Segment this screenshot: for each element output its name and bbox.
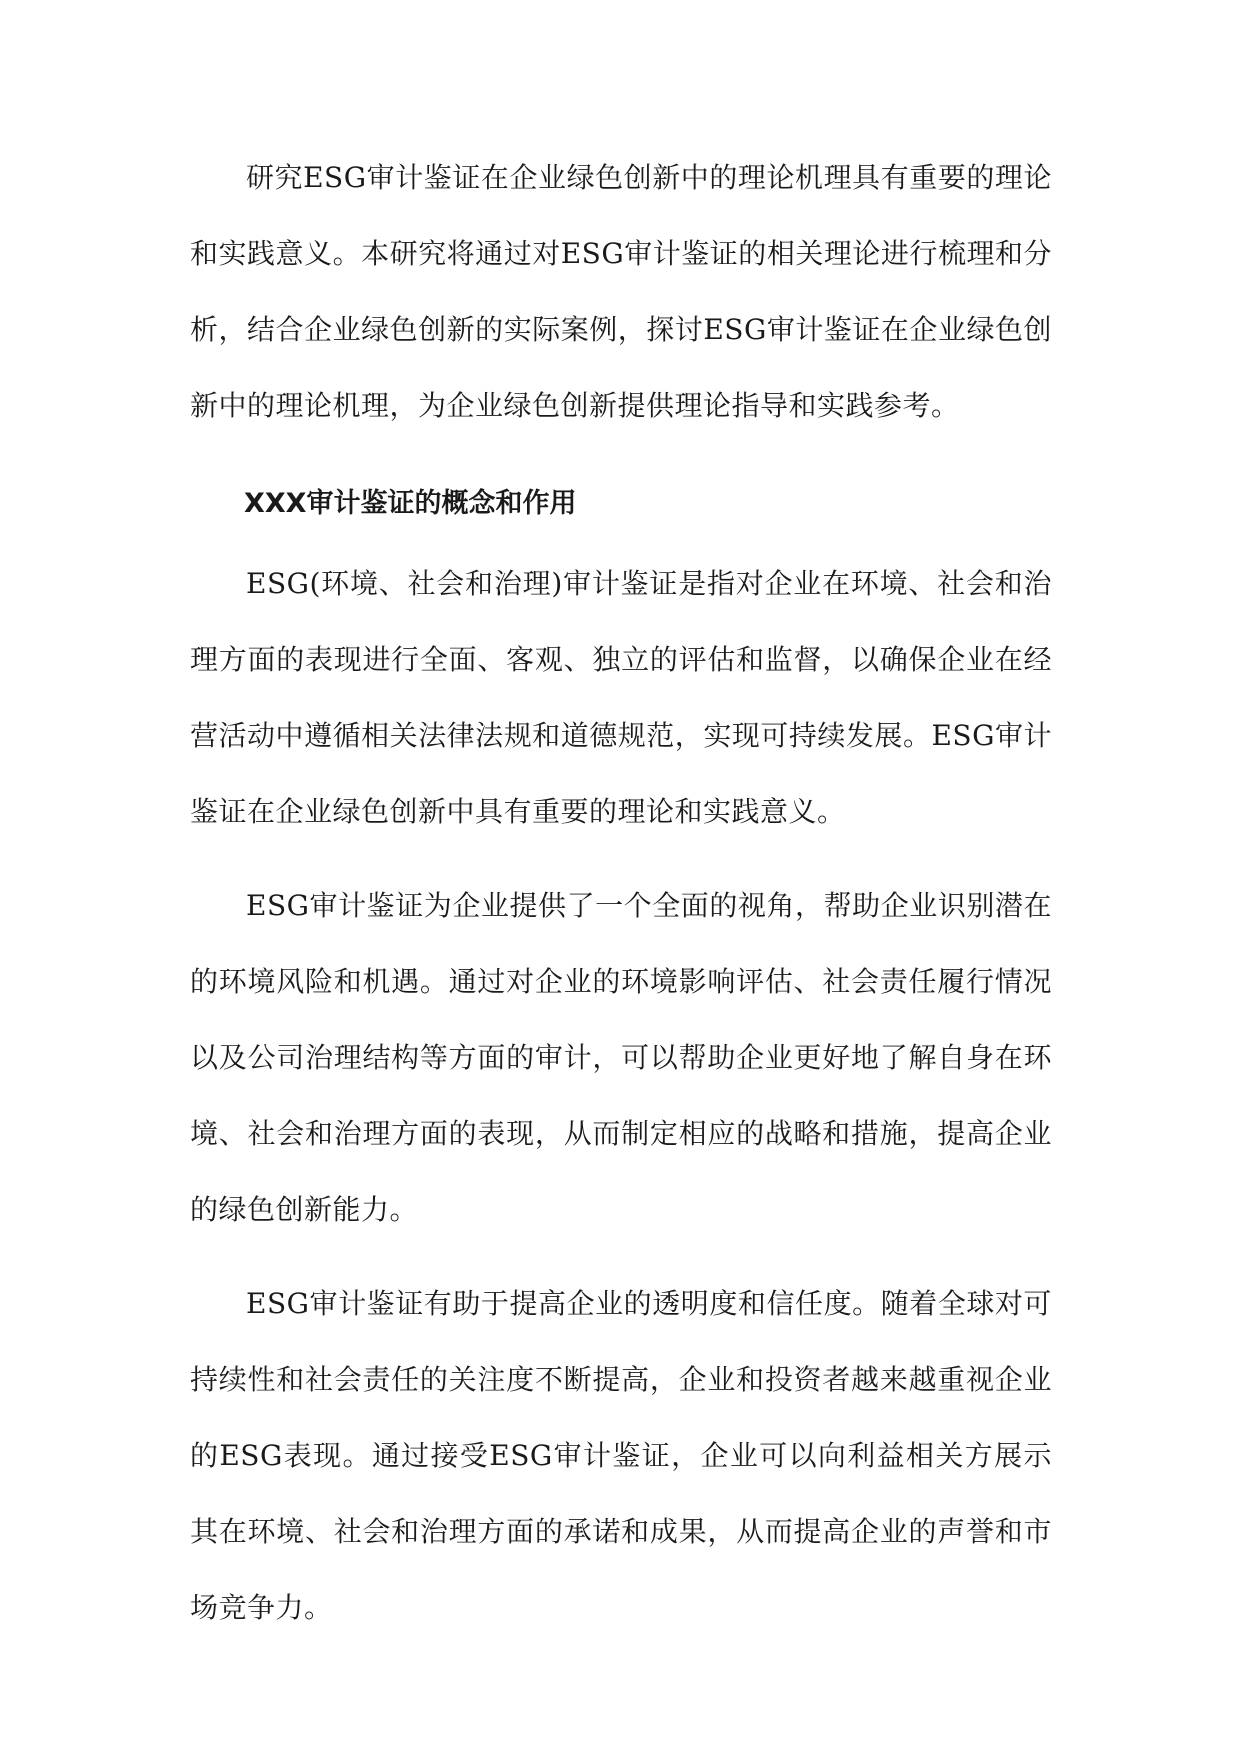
intro-paragraph: 研究ESG审计鉴证在企业绿色创新中的理论机理具有重要的理论和实践意义。本研究将通过对ESG审计鉴证的相关理论进行梳理和分析，结合企业绿色创新的实际案例，探讨ESG审计鉴证在企业绿色创新中的理论机理，为企业绿色创新提供理论指导和实践参考。: [190, 161, 1052, 422]
document-body: [190, 140, 1052, 1664]
section-heading: XXX审计鉴证的概念和作用: [244, 488, 577, 519]
body-paragraph-3: ESG审计鉴证有助于提高企业的透明度和信任度。随着全球对可持续性和社会责任的关注度不断提高，企业和投资者越来越重视企业的ESG表现。通过接受ESG审计鉴证，企业可以向利益相关方展示其在环境、社会和治理方面的承诺和成果，从而提高企业的声誉和市场竞争力。: [190, 1287, 1052, 1624]
body-paragraph-1: ESG(环境、社会和治理)审计鉴证是指对企业在环境、社会和治理方面的表现进行全面、客观、独立的评估和监督，以确保企业在经营活动中遵循相关法律法规和道德规范，实现可持续发展。ESG审计鉴证在企业绿色创新中具有重要的理论和实践意义。: [190, 567, 1052, 828]
body-paragraph-2: ESG审计鉴证为企业提供了一个全面的视角，帮助企业识别潜在的环境风险和机遇。通过对企业的环境影响评估、社会责任履行情况以及公司治理结构等方面的审计，可以帮助企业更好地了解自身在环境、社会和治理方面的表现，从而制定相应的战略和措施，提高企业的绿色创新能力。: [190, 889, 1052, 1226]
